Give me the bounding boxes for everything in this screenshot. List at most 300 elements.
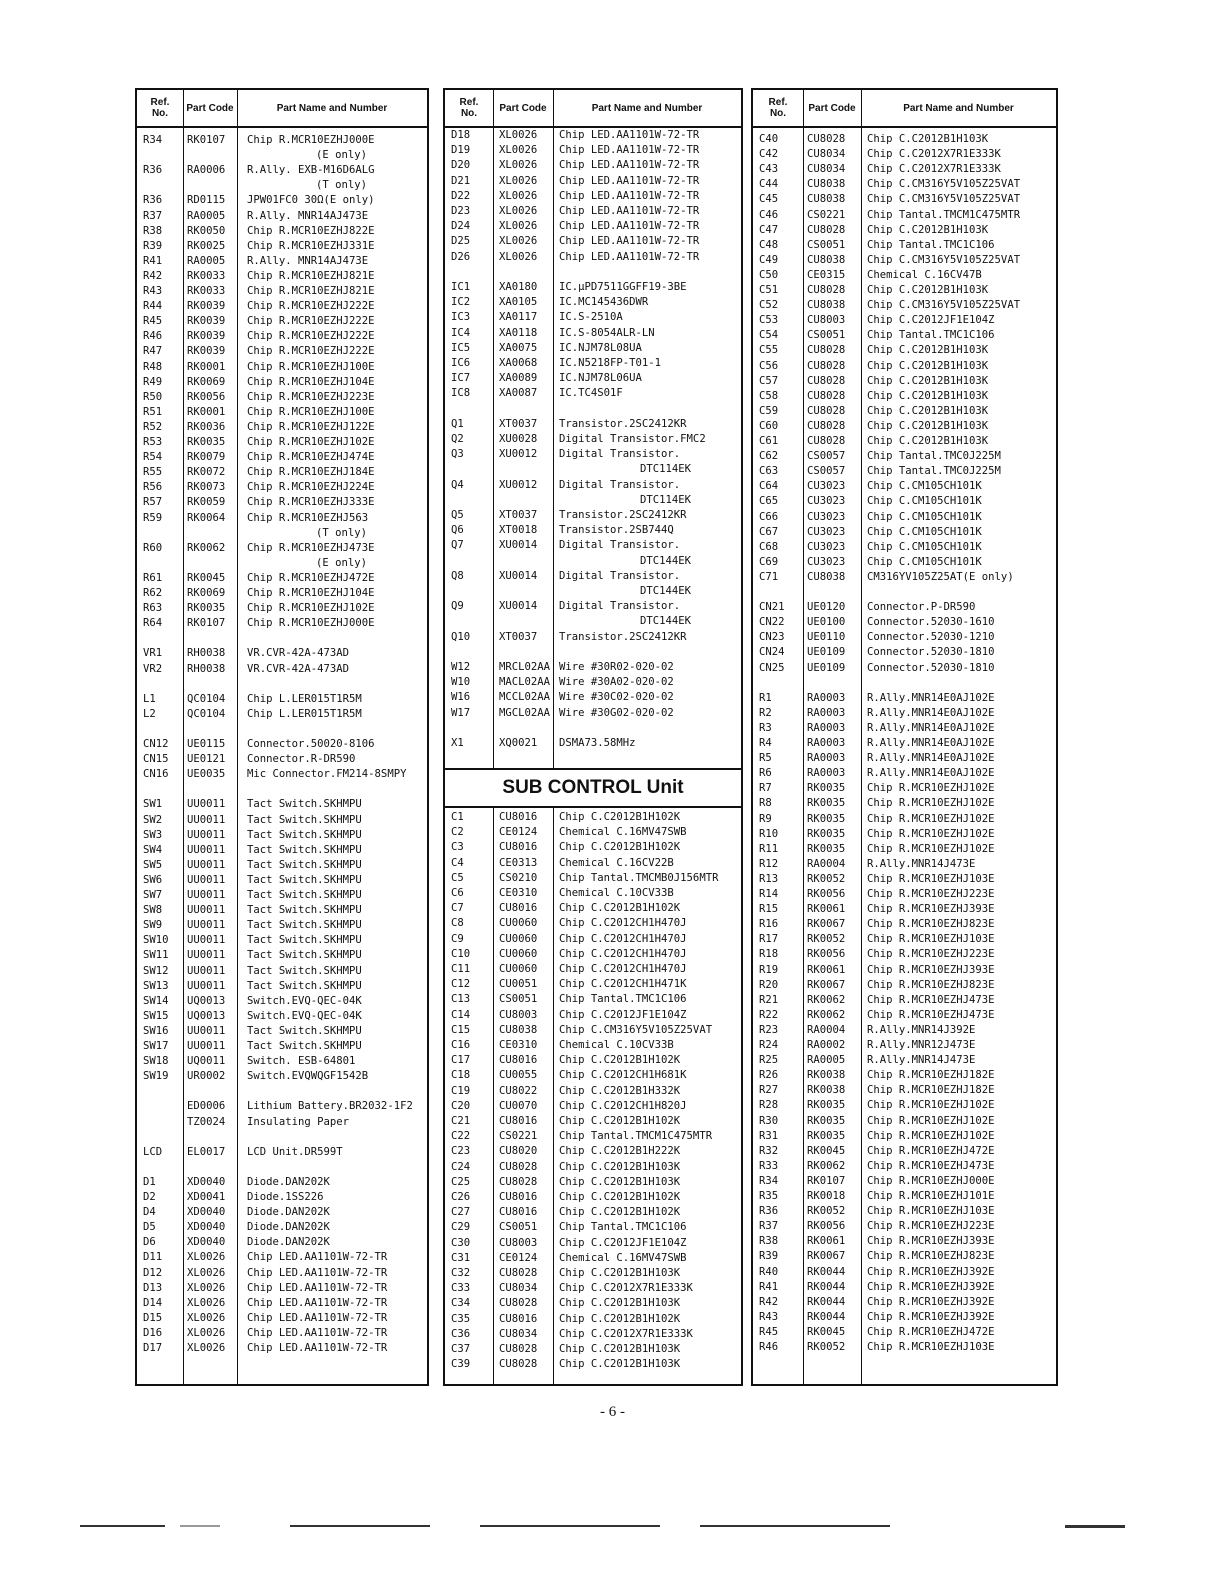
- table-row: [137, 1175, 427, 1189]
- part-code-cell: CS0051: [499, 993, 538, 1006]
- table-row: [445, 1144, 741, 1158]
- part-name-cell: Chip R.MCR10EZHJ823E: [867, 918, 995, 931]
- ref-no-cell: R11: [759, 842, 779, 855]
- table-row: [445, 1099, 741, 1113]
- table-row: [445, 630, 741, 644]
- ref-no-cell: R22: [759, 1008, 779, 1021]
- part-code-cell: CS0221: [807, 208, 846, 221]
- part-code-cell: CU8022: [499, 1084, 538, 1097]
- part-name-cell: R.Ally.MNR14E0AJ102E: [867, 752, 995, 765]
- part-name-cell: Chip R.MCR10EZHJ100E: [247, 405, 375, 418]
- table-row: [445, 1220, 741, 1234]
- part-name-cell: Switch.EVQ-QEC-04K: [247, 1009, 362, 1022]
- table-row: [137, 933, 427, 947]
- ref-no-cell: D12: [143, 1266, 163, 1279]
- part-name-cell: CM316YV105Z25AT(E only): [867, 570, 1014, 583]
- table-row: [753, 615, 1056, 629]
- part-name-cell: Chip R.MCR10EZHJ473E: [867, 1159, 995, 1172]
- ref-no-cell: R25: [759, 1054, 779, 1067]
- table-row: [137, 1099, 427, 1113]
- table-row: [137, 737, 427, 751]
- table-row: [137, 1039, 427, 1053]
- part-code-cell: XL0026: [499, 144, 538, 157]
- table-row: [137, 1009, 427, 1023]
- part-name-cell: Chip C.CM105CH101K: [867, 555, 982, 568]
- part-name-cell: Connector.52030-1810: [867, 661, 995, 674]
- part-code-cell: RK0025: [187, 239, 226, 252]
- ref-no-cell: R2: [759, 706, 772, 719]
- part-name-cell: Chip R.MCR10EZHJ222E: [247, 300, 375, 313]
- part-code-cell: UE0120: [807, 601, 846, 614]
- part-code-cell: XL0026: [499, 189, 538, 202]
- ref-no-cell: CN25: [759, 661, 785, 674]
- ref-no-cell: C55: [759, 344, 779, 357]
- ref-no-cell: C40: [759, 133, 779, 145]
- table-row: [137, 148, 427, 162]
- part-code-cell: RK0067: [807, 978, 846, 991]
- part-name-cell: DTC114EK: [639, 493, 691, 506]
- table-row: [137, 1084, 427, 1098]
- ref-no-cell: R5: [759, 752, 772, 765]
- ref-no-cell: Q3: [451, 448, 464, 461]
- table-row: [753, 1098, 1056, 1112]
- ref-no-cell: SW5: [143, 858, 163, 871]
- part-name-cell: Chip C.C2012CH1H470J: [559, 932, 687, 945]
- part-code-cell: CU8028: [499, 1358, 538, 1371]
- table-row: [445, 1251, 741, 1265]
- table-row: [753, 781, 1056, 795]
- part-code-cell: CU8028: [807, 404, 846, 417]
- table-row: [445, 402, 741, 416]
- part-code-cell: CU8016: [499, 1312, 538, 1325]
- table-row: [137, 616, 427, 630]
- table-row: [137, 284, 427, 298]
- part-name-cell: IC.S-2510A: [559, 311, 623, 324]
- part-code-cell: XA0068: [499, 357, 538, 369]
- part-name-cell: Chip C.C2012B1H103K: [867, 374, 989, 387]
- part-code-cell: UU0011: [187, 889, 226, 901]
- ref-no-cell: R28: [759, 1099, 779, 1112]
- ref-no-cell: R50: [143, 390, 163, 403]
- table-row: [753, 464, 1056, 478]
- table-row: [137, 329, 427, 343]
- ref-no-cell: D22: [451, 189, 471, 202]
- part-code-cell: CU0060: [499, 932, 538, 945]
- table-row: [445, 1129, 741, 1143]
- part-code-cell: MRCL02AA: [499, 661, 551, 673]
- part-code-cell: RK0039: [187, 330, 226, 343]
- part-name-cell: Chip L.LER015T1R5M: [247, 692, 362, 705]
- part-name-cell: Digital Transistor.: [559, 539, 681, 552]
- part-code-cell: RK0035: [807, 827, 846, 840]
- table-row: [445, 462, 741, 476]
- part-name-cell: Chip LED.AA1101W-72-TR: [247, 1296, 388, 1309]
- ref-no-cell: R37: [143, 209, 163, 222]
- table-row: [137, 390, 427, 404]
- table-row: [753, 1129, 1056, 1143]
- part-name-cell: Chip Tantal.TMC0J225M: [867, 450, 1001, 463]
- table-row: [753, 268, 1056, 282]
- table-row: [137, 1296, 427, 1310]
- parts-table-3: [751, 88, 1058, 1386]
- table-row: [137, 692, 427, 706]
- part-name-cell: Chip LED.AA1101W-72-TR: [247, 1251, 388, 1264]
- table-row: [445, 736, 741, 750]
- part-code-cell: XL0026: [187, 1281, 226, 1294]
- ref-no-cell: C65: [759, 495, 779, 508]
- ref-no-cell: C51: [759, 284, 779, 296]
- part-code-cell: RK0052: [807, 1341, 846, 1353]
- part-name-cell: Digital Transistor.FMC2: [559, 433, 706, 445]
- part-name-cell: Chip C.CM316Y5V105Z25VAT: [867, 299, 1021, 312]
- part-code-cell: CU8003: [807, 314, 846, 327]
- part-code-cell: XU0028: [499, 433, 538, 445]
- table-row: [445, 1296, 741, 1310]
- part-code-cell: CU8038: [807, 178, 846, 191]
- part-name-cell: Tact Switch.SKHMPU: [247, 858, 362, 871]
- part-code-cell: CU8016: [499, 1191, 538, 1203]
- part-name-cell: Chip C.C2012B1H103K: [867, 223, 989, 236]
- ref-no-cell: C46: [759, 208, 779, 221]
- part-code-cell: RK0035: [807, 812, 846, 825]
- part-name-cell: IC.N5218FP-T01-1: [559, 357, 662, 369]
- part-code-cell: RK0064: [187, 511, 226, 524]
- part-name-cell: Chip Tantal.TMC1C106: [867, 329, 995, 342]
- part-name-cell: Chip C.C2012B1H222K: [559, 1145, 681, 1158]
- ref-no-cell: C53: [759, 314, 779, 327]
- ref-no-cell: R54: [143, 451, 163, 464]
- part-name-cell: VR.CVR-42A-473AD: [247, 662, 350, 675]
- part-name-cell: Chemical C.10CV33B: [559, 1039, 674, 1051]
- part-name-cell: Connector.R-DR590: [247, 753, 356, 766]
- table-row: [137, 571, 427, 585]
- table-row: [137, 375, 427, 389]
- table-row: [753, 993, 1056, 1007]
- table-row: [753, 600, 1056, 614]
- part-code-cell: UE0110: [807, 631, 846, 644]
- ref-no-cell: C10: [451, 947, 471, 960]
- table-row: [753, 691, 1056, 705]
- part-code-cell: CU0051: [499, 978, 538, 991]
- table-row: [445, 1342, 741, 1356]
- part-name-cell: Chip C.C2012B1H103K: [867, 133, 989, 145]
- part-name-cell: Chip C.CM105CH101K: [867, 525, 982, 538]
- part-name-cell: DTC144EK: [639, 585, 691, 597]
- part-code-cell: UE0121: [187, 753, 226, 766]
- ref-no-cell: SW15: [143, 1009, 169, 1022]
- table-header: [445, 90, 741, 128]
- part-name-cell: Chip C.CM316Y5V105Z25VAT: [559, 1023, 713, 1036]
- table-row: [445, 386, 741, 400]
- part-code-header: Part Code: [186, 102, 234, 114]
- table-row: [137, 526, 427, 540]
- ref-no-cell: R20: [759, 978, 779, 991]
- part-code-cell: XU0014: [499, 539, 538, 552]
- table-row: [753, 812, 1056, 826]
- table-row: [753, 827, 1056, 841]
- table-row: [137, 405, 427, 419]
- part-name-cell: Chip R.MCR10EZHJ102E: [867, 1099, 995, 1112]
- part-name-header: Part Name and Number: [276, 102, 388, 114]
- part-name-cell: Chip R.MCR10EZHJ472E: [867, 1144, 995, 1157]
- ref-no-cell: R61: [143, 571, 163, 584]
- table-row: [753, 736, 1056, 750]
- part-code-cell: CU8034: [499, 1282, 538, 1295]
- part-name-cell: DTC144EK: [639, 554, 691, 567]
- ref-no-cell: C60: [759, 419, 779, 432]
- table-row: [753, 902, 1056, 916]
- part-name-cell: Chip R.MCR10EZHJ473E: [867, 993, 995, 1006]
- table-row: [753, 253, 1056, 267]
- part-code-cell: RA0003: [807, 706, 846, 719]
- table-row: [445, 810, 741, 824]
- ref-no-cell: C47: [759, 223, 779, 236]
- part-name-cell: Insulating Paper: [247, 1115, 350, 1128]
- part-code-header: Part Code: [808, 102, 856, 114]
- table-row: [753, 1053, 1056, 1067]
- table-row: [445, 916, 741, 930]
- ref-no-cell: R46: [759, 1341, 779, 1353]
- ref-no-cell: IC3: [451, 311, 471, 324]
- part-name-cell: Chip R.MCR10EZHJ103E: [867, 1205, 995, 1218]
- ref-no-cell: D19: [451, 144, 471, 157]
- part-code-cell: CU8016: [499, 811, 538, 823]
- table-row: [753, 1083, 1056, 1097]
- ref-no-cell: C48: [759, 238, 779, 251]
- ref-no-cell: R47: [143, 345, 163, 358]
- part-name-cell: Wire #30G02-020-02: [559, 706, 674, 719]
- part-code-cell: CU8003: [499, 1008, 538, 1021]
- table-row: [445, 614, 741, 628]
- ref-no-cell: D4: [143, 1206, 156, 1219]
- part-code-cell: RK0079: [187, 451, 226, 464]
- ref-no-cell: Q2: [451, 433, 464, 445]
- ref-no-cell: R30: [759, 1114, 779, 1127]
- part-name-cell: Chip C.C2012B1H103K: [867, 435, 989, 447]
- ref-no-cell: C7: [451, 902, 464, 915]
- part-name-cell: Mic Connector.FM214-8SMPY: [247, 768, 407, 781]
- part-name-cell: Chip R.MCR10EZHJ392E: [867, 1310, 995, 1323]
- table-row: [445, 250, 741, 264]
- ref-no-cell: C1: [451, 811, 464, 823]
- table-row: [445, 417, 741, 431]
- table-row: [753, 147, 1056, 161]
- part-name-cell: Chip R.MCR10EZHJ102E: [867, 797, 995, 810]
- part-code-cell: RK0038: [807, 1084, 846, 1097]
- table-row: [753, 1340, 1056, 1354]
- table-row: [753, 359, 1056, 373]
- part-code-cell: CU8028: [499, 1297, 538, 1310]
- part-code-cell: UU0011: [187, 1024, 226, 1037]
- table-row: [137, 465, 427, 479]
- ref-no-cell: IC7: [451, 372, 471, 385]
- table-row: [137, 163, 427, 177]
- part-code-cell: RA0005: [807, 1054, 846, 1067]
- part-name-cell: Transistor.2SC2412KR: [559, 630, 687, 643]
- table-row: [137, 269, 427, 283]
- ref-no-cell: IC6: [451, 357, 471, 369]
- table-row: [753, 1265, 1056, 1279]
- part-name-cell: Chip C.C2012X7R1E333K: [559, 1282, 693, 1295]
- part-name-cell: Chip C.C2012B1H102K: [559, 1054, 681, 1067]
- ref-no-cell: C21: [451, 1115, 471, 1127]
- part-code-cell: CU3023: [807, 480, 846, 493]
- part-name-cell: Chip R.MCR10EZHJ102E: [247, 602, 375, 615]
- part-name-cell: Chip R.MCR10EZHJ474E: [247, 451, 375, 464]
- part-name-cell: Chip R.MCR10EZHJ102E: [867, 1114, 995, 1127]
- part-code-cell: QC0104: [187, 692, 226, 705]
- ref-no-cell: C36: [451, 1327, 471, 1340]
- ref-no-cell: D24: [451, 220, 471, 233]
- ref-no-cell: D23: [451, 205, 471, 217]
- ref-no-cell: R24: [759, 1039, 779, 1051]
- ref-no-cell: C54: [759, 329, 779, 342]
- ref-no-header: Ref. No.: [150, 97, 170, 119]
- part-name-cell: Chip R.MCR10EZHJ823E: [867, 978, 995, 991]
- part-code-cell: CU8028: [807, 223, 846, 236]
- part-name-cell: Chemical C.10CV33B: [559, 887, 674, 899]
- table-row: [137, 314, 427, 328]
- part-code-cell: XU0014: [499, 569, 538, 582]
- table-row: [137, 797, 427, 811]
- part-name-cell: Chip C.CM316Y5V105Z25VAT: [867, 178, 1021, 191]
- part-code-cell: CU8028: [807, 344, 846, 357]
- ref-no-header: Ref. No.: [459, 97, 479, 119]
- part-name-cell: Tact Switch.SKHMPU: [247, 828, 362, 841]
- ref-no-cell: X1: [451, 737, 464, 749]
- part-name-cell: Chip R.MCR10EZHJ392E: [867, 1265, 995, 1278]
- table-row: [753, 1159, 1056, 1173]
- table-row: [753, 419, 1056, 433]
- ref-no-cell: R63: [143, 602, 163, 615]
- ref-no-cell: D14: [143, 1296, 163, 1309]
- table-row: [445, 371, 741, 385]
- ref-no-cell: R39: [143, 239, 163, 252]
- table-row: [445, 1160, 741, 1174]
- ref-no-cell: R42: [143, 269, 163, 282]
- table-row: [445, 599, 741, 613]
- ref-no-cell: CN22: [759, 616, 785, 629]
- table-row: [137, 209, 427, 223]
- ref-no-cell: R55: [143, 466, 163, 479]
- part-name-cell: Chip C.C2012B1H103K: [559, 1160, 681, 1173]
- part-name-cell: Chip R.MCR10EZHJ392E: [867, 1280, 995, 1293]
- part-code-cell: RA0005: [187, 209, 226, 222]
- part-name-cell: Chip R.MCR10EZHJ101E: [867, 1190, 995, 1202]
- ref-no-cell: R15: [759, 903, 779, 916]
- table-row: [445, 1327, 741, 1341]
- part-code-cell: MCCL02AA: [499, 691, 551, 704]
- part-name-cell: Tact Switch.SKHMPU: [247, 934, 362, 947]
- part-name-cell: Chip LED.AA1101W-72-TR: [559, 174, 700, 187]
- part-code-cell: UE0035: [187, 768, 226, 781]
- table-row: [137, 1220, 427, 1234]
- table-row: [137, 858, 427, 872]
- part-code-cell: UU0011: [187, 843, 226, 856]
- ref-no-cell: R38: [143, 224, 163, 237]
- part-code-cell: RK0044: [807, 1265, 846, 1278]
- part-name-cell: R.Ally.MNR14J473E: [867, 1054, 976, 1067]
- table-row: [753, 479, 1056, 493]
- table-row: [445, 569, 741, 583]
- ref-no-cell: R42: [759, 1295, 779, 1308]
- part-name-cell: Chip R.MCR10EZHJ102E: [867, 1129, 995, 1142]
- footer-rule: [480, 1525, 660, 1527]
- part-code-cell: CU3023: [807, 540, 846, 553]
- table-row: [137, 480, 427, 494]
- table-row: [445, 295, 741, 309]
- part-name-cell: Diode.DAN202K: [247, 1175, 330, 1188]
- part-code-cell: TZ0024: [187, 1115, 226, 1128]
- part-code-cell: CU3023: [807, 555, 846, 568]
- part-code-cell: CU8038: [807, 253, 846, 266]
- ref-no-cell: CN21: [759, 601, 785, 614]
- table-row: [753, 1234, 1056, 1248]
- part-code-cell: CS0051: [807, 329, 846, 342]
- part-code-cell: XL0026: [187, 1311, 226, 1324]
- part-code-cell: XL0026: [499, 159, 538, 172]
- ref-no-cell: R18: [759, 948, 779, 961]
- part-code-cell: RA0005: [187, 254, 226, 267]
- part-name-cell: Chip C.C2012B1H103K: [867, 359, 989, 372]
- part-code-cell: UU0011: [187, 858, 226, 871]
- part-code-cell: CU0060: [499, 963, 538, 975]
- part-code-cell: RK0044: [807, 1295, 846, 1308]
- table-row: [753, 313, 1056, 327]
- ref-no-cell: C2: [451, 826, 464, 839]
- ref-no-cell: C23: [451, 1145, 471, 1158]
- footer-rule: [80, 1525, 165, 1527]
- table-row: [445, 265, 741, 279]
- part-name-cell: Chip LED.AA1101W-72-TR: [247, 1311, 388, 1324]
- part-code-cell: RA0002: [807, 1039, 846, 1051]
- ref-no-cell: C3: [451, 841, 464, 854]
- part-code-cell: UE0115: [187, 738, 226, 750]
- part-name-cell: Chip R.MCR10EZHJ100E: [247, 360, 375, 373]
- table-row: [445, 721, 741, 735]
- ref-no-cell: R31: [759, 1129, 779, 1142]
- part-code-cell: XQ0021: [499, 737, 538, 749]
- part-name-cell: Chip LED.AA1101W-72-TR: [559, 129, 700, 141]
- part-code-cell: XA0180: [499, 281, 538, 293]
- ref-no-cell: C49: [759, 253, 779, 266]
- part-name-header: Part Name and Number: [591, 102, 703, 114]
- part-name-cell: (E only): [315, 556, 367, 569]
- table-row: [753, 449, 1056, 463]
- part-name-cell: Chip Tantal.TMC1C106: [867, 238, 995, 251]
- ref-no-cell: R48: [143, 360, 163, 373]
- part-name-cell: Tact Switch.SKHMPU: [247, 904, 362, 917]
- table-row: [137, 1266, 427, 1280]
- part-name-cell: Chip C.C2012B1H103K: [559, 1343, 681, 1355]
- part-name-cell: Chip R.MCR10EZHJ102E: [247, 436, 375, 448]
- part-code-cell: XL0026: [187, 1342, 226, 1354]
- ref-no-cell: D18: [451, 129, 471, 141]
- ref-no-cell: R43: [759, 1310, 779, 1323]
- part-code-cell: CU8003: [499, 1236, 538, 1249]
- part-code-cell: EL0017: [187, 1145, 226, 1158]
- part-name-cell: Chemical C.16MV47SWB: [559, 826, 687, 839]
- ref-no-cell: C9: [451, 932, 464, 945]
- part-code-cell: XL0026: [499, 235, 538, 248]
- ref-no-cell: C8: [451, 917, 464, 930]
- ref-no-cell: IC5: [451, 341, 471, 354]
- table-row: [137, 677, 427, 691]
- part-name-cell: Chip R.MCR10EZHJ333E: [247, 496, 375, 509]
- table-row: [137, 1326, 427, 1340]
- part-name-cell: Chip C.C2012B1H102K: [559, 811, 681, 823]
- table-row: [445, 932, 741, 946]
